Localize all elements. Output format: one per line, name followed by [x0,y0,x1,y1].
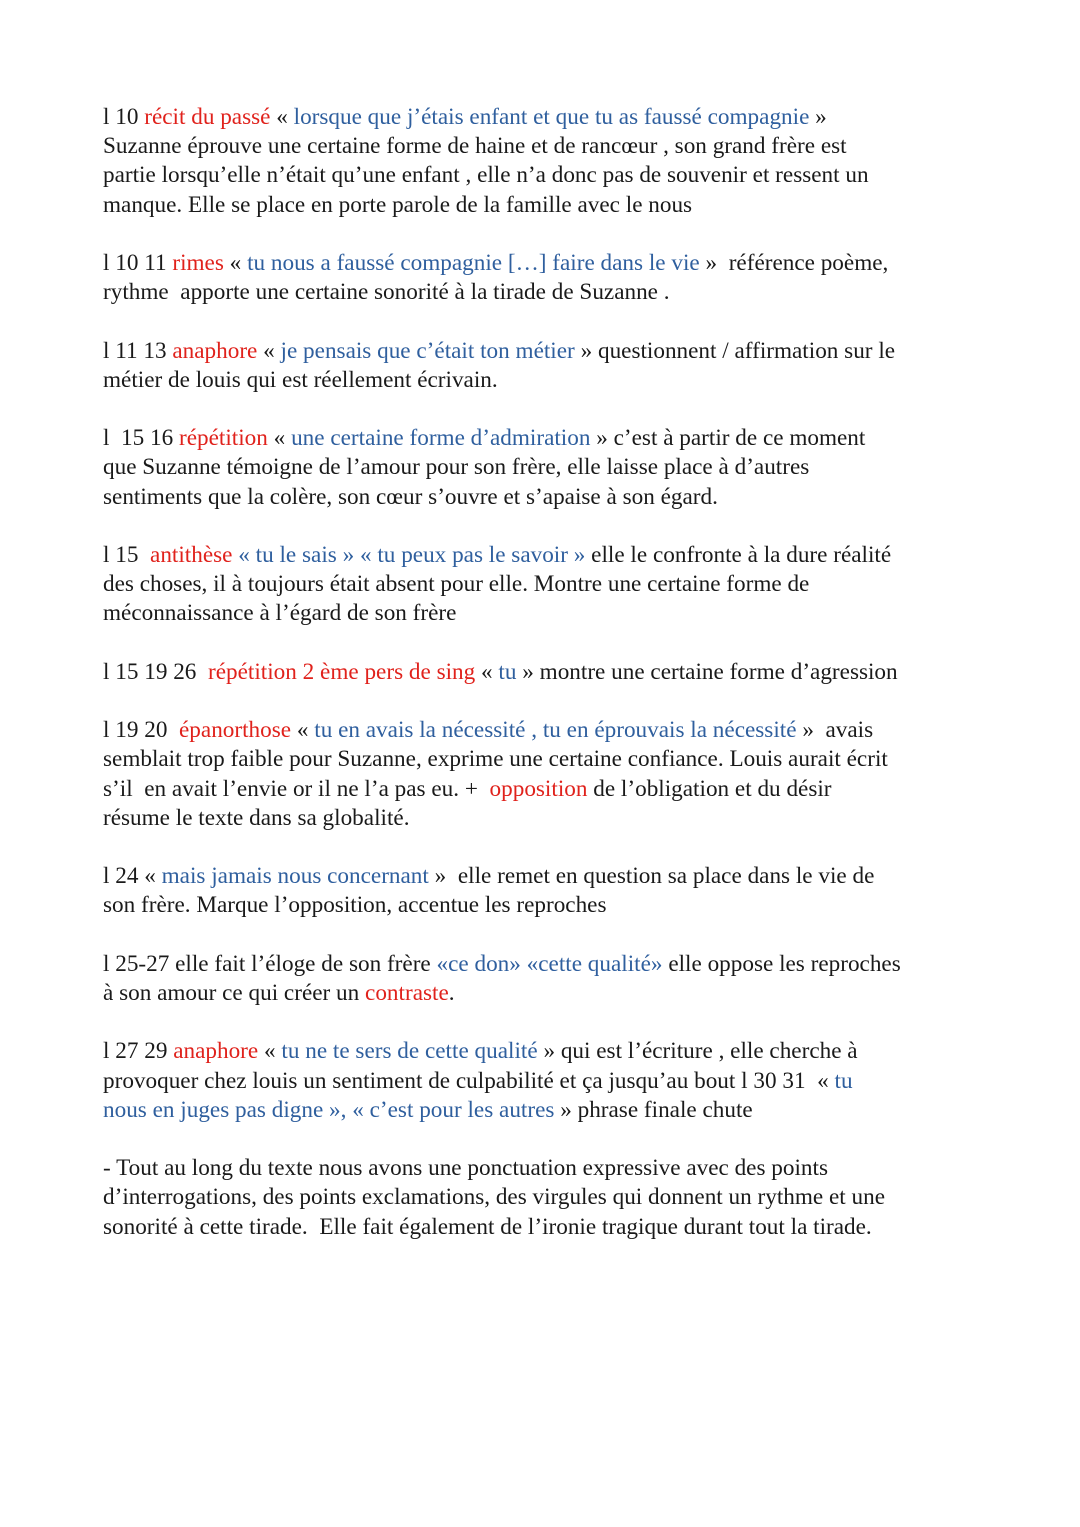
quotation-text: tu en avais la nécessité , tu en éprouvais la nécessité [314,717,797,744]
text-line [103,979,1003,1008]
plain-text: sentiments que la colère, son cœur s’ouvre et s’apaise à son égard. [103,483,718,510]
plain-text: Suzanne éprouve une certaine forme de haine et de rancœur , son grand frère est [103,133,847,160]
text-line [103,453,1003,482]
text-line [103,599,1003,628]
quotation-text: lorsque que j’étais enfant et que tu as faussé compagnie [293,104,810,130]
plain-text: « [475,658,499,685]
plain-text: l 10 11 [103,250,173,276]
text-line [103,249,1003,278]
analysis-paragraph [103,658,1003,687]
plain-text: méconnaissance à l’égard de son frère [103,600,457,627]
quotation-text: nous en juges pas digne », « c’est pour les autres [103,1096,555,1123]
plain-text: l 19 20 [103,717,180,744]
literary-device-label: rimes [172,250,224,276]
text-line [103,483,1003,512]
plain-text: d’interrogations, des points exclamations, des virgules qui donnent un rythme et une [103,1184,886,1211]
quotation-text: tu nous a faussé compagnie […] faire dans le vie [247,250,700,276]
text-line [103,541,1003,570]
analysis-paragraph [103,1154,1003,1242]
analysis-paragraph [103,950,1003,1008]
literary-device-label: épanorthose [179,717,292,744]
text-line [103,1037,1003,1066]
plain-text: « [270,104,294,130]
text-line [103,716,1003,745]
text-line [103,745,1003,774]
plain-text: « [223,250,248,276]
plain-text: de l’obligation et du désir [587,775,832,802]
text-line [103,424,1003,453]
literary-device-label: anaphore [173,1038,259,1065]
plain-text: elle le confronte à la dure réalité [585,541,892,568]
plain-text: » avais [796,717,874,744]
analysis-paragraph [103,103,1003,220]
text-line [103,891,1003,920]
analysis-paragraph [103,862,1003,920]
analysis-paragraph [103,249,1003,307]
plain-text: partie lorsqu’elle n’était qu’une enfant , elle n’a donc pas de souvenir et ressent un [103,162,869,189]
literary-device-label: antithèse [150,541,233,568]
plain-text: son frère. Marque l’opposition, accentue les reproches [103,892,607,919]
text-line [103,658,1003,687]
text-line [103,862,1003,891]
text-line [103,950,1003,979]
plain-text: « [291,717,315,744]
literary-device-label: opposition [489,775,588,802]
text-line [103,775,1003,804]
plain-text: elle oppose les reproches [662,950,901,977]
text-line [103,1213,1003,1242]
plain-text: » questionnent / affirmation sur le [574,337,896,364]
plain-text: provoquer chez louis un sentiment de culpabilité et ça jusqu’au bout l 30 31 « [103,1067,835,1094]
text-line [103,161,1003,190]
text-line [103,1096,1003,1125]
plain-text: » phrase finale chute [554,1096,753,1123]
plain-text: métier de louis qui est réellement écrivain. [103,366,498,393]
quotation-text: je pensais que c’était ton métier [280,337,575,364]
quotation-text: tu ne te sers de cette qualité [281,1038,538,1065]
plain-text: » montre une certaine forme d’agression [516,658,898,685]
analysis-paragraph [103,716,1003,833]
plain-text: » [809,104,827,130]
quotation-text: tu [834,1067,853,1094]
analysis-paragraph [103,1037,1003,1125]
text-line [103,804,1003,833]
quotation-text: mais jamais nous concernant [161,863,429,890]
plain-text: l 27 29 [103,1038,174,1065]
literary-device-label: répétition 2 ème pers de sing [208,658,476,685]
plain-text: l 24 « [103,863,162,890]
quotation-text: tu [498,658,517,685]
text-line [103,278,1003,307]
plain-text: s’il en avait l’envie or il ne l’a pas eu. + [103,775,490,802]
literary-device-label: contraste [365,979,449,1006]
plain-text: l 15 [103,541,151,568]
plain-text: résume le texte dans sa globalité. [103,804,410,831]
plain-text: l 15 16 [103,425,180,452]
text-line [103,103,1003,132]
plain-text: « [257,337,281,364]
plain-text: que Suzanne témoigne de l’amour pour son frère, elle laisse place à d’autres [103,454,810,481]
text-line [103,366,1003,395]
text-line [103,1067,1003,1096]
literary-device-label: anaphore [172,337,258,364]
plain-text: » elle remet en question sa place dans le vie de [428,863,875,890]
plain-text: manque. Elle se place en porte parole de la famille avec le nous [103,191,693,218]
plain-text: rythme apporte une certaine sonorité à la tirade de Suzanne . [103,279,670,306]
plain-text: semblait trop faible pour Suzanne, exprime une certaine confiance. Louis aurait écrit [103,746,888,773]
document-page [103,103,1003,1271]
analysis-paragraph [103,337,1003,395]
plain-text: l 25-27 elle fait l’éloge de son frère [103,950,437,977]
plain-text: » c’est à partir de ce moment [590,425,866,452]
plain-text: l 15 19 26 [103,658,208,685]
text-line [103,337,1003,366]
plain-text: sonorité à cette tirade. Elle fait également de l’ironie tragique durant tout la tirade. [103,1213,872,1240]
text-line [103,132,1003,161]
plain-text: . [448,979,455,1006]
literary-device-label: répétition [179,425,268,452]
plain-text: des choses, il à toujours était absent pour elle. Montre une certaine forme de [103,571,810,598]
plain-text: » qui est l’écriture , elle cherche à [537,1038,858,1065]
analysis-paragraph [103,424,1003,512]
plain-text: à son amour ce qui créer un [103,979,366,1006]
quotation-text: «ce don» «cette qualité» [436,950,663,977]
plain-text: l 11 13 [103,337,173,364]
plain-text: l 10 [103,104,145,130]
analysis-paragraph [103,541,1003,629]
literary-device-label: récit du passé [144,104,271,130]
plain-text: » référence poème, [699,250,889,276]
text-line [103,1183,1003,1212]
plain-text: « [258,1038,282,1065]
text-line [103,1154,1003,1183]
plain-text: « [267,425,292,452]
quotation-text: « tu le sais » « tu peux pas le savoir » [238,541,586,568]
plain-text: - Tout au long du texte nous avons une ponctuation expressive avec des points [103,1155,828,1182]
quotation-text: une certaine forme d’admiration [291,425,591,452]
text-line [103,570,1003,599]
text-line [103,191,1003,220]
